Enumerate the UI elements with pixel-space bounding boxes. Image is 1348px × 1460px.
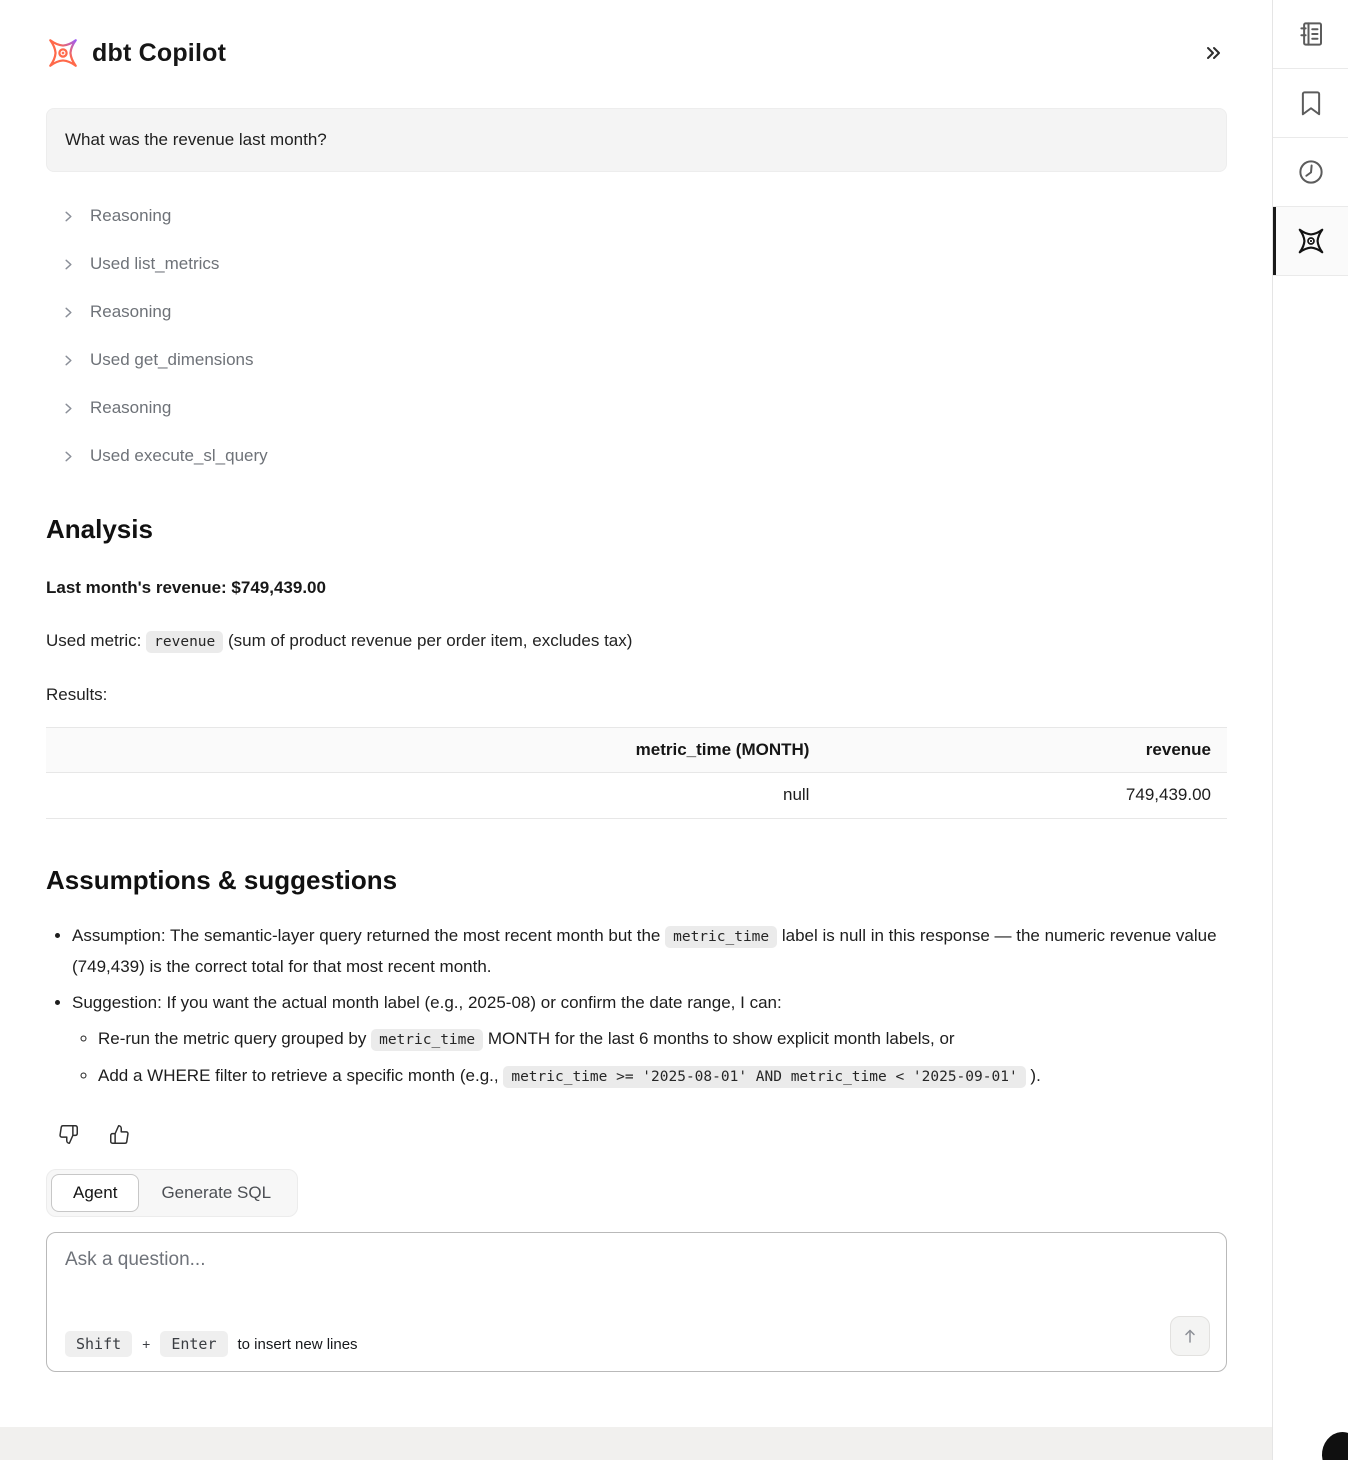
step-label: Used get_dimensions <box>90 350 254 369</box>
user-question-bubble <box>46 108 1227 172</box>
suggestion-item <box>72 988 1227 1092</box>
thumbs-down-button[interactable] <box>58 1124 79 1145</box>
step-reasoning-1[interactable] <box>62 204 1227 228</box>
suggestion-intro: Suggestion: If you want the actual month label (e.g., 2025-08) or confirm the date range, I can: <box>72 993 782 1012</box>
right-sidebar <box>1272 0 1348 1460</box>
chevron-right-icon <box>62 354 75 367</box>
plus-separator: + <box>142 1336 151 1352</box>
enter-key-badge: Enter <box>160 1331 227 1357</box>
assumption-suffix: label is null in this response — the numeric revenue value (749,439) is the correct total for that most recent month. <box>72 926 1217 976</box>
cell-revenue: 749,439.00 <box>825 773 1227 819</box>
used-metric-prefix: Used metric: <box>46 631 142 650</box>
collapse-panel-button[interactable] <box>1201 40 1227 66</box>
step-label: Reasoning <box>90 302 172 321</box>
step-label: Reasoning <box>90 398 172 417</box>
user-question-text: What was the revenue last month? <box>65 130 327 149</box>
question-composer[interactable] <box>46 1232 1227 1372</box>
ask-question-input[interactable] <box>65 1249 1065 1305</box>
where-filter-code-pill: metric_time >= '2025-08-01' AND metric_time < '2025-09-01' <box>503 1066 1025 1088</box>
analysis-heading: Analysis <box>46 514 153 544</box>
notebook-icon <box>1296 19 1326 49</box>
subitem2-prefix: Add a WHERE filter to retrieve a specific month (e.g., <box>98 1066 499 1085</box>
agent-steps-list <box>46 204 1227 468</box>
used-metric-suffix: (sum of product revenue per order item, excludes tax) <box>228 631 633 650</box>
thumbs-down-icon <box>58 1124 79 1145</box>
step-label: Reasoning <box>90 206 172 225</box>
thumbs-up-icon <box>109 1124 130 1145</box>
results-table-header-row <box>46 728 1227 773</box>
metric-code-pill: revenue <box>146 631 223 653</box>
tab-generate-sql[interactable]: Generate SQL <box>139 1174 293 1212</box>
assumption-item <box>72 921 1227 982</box>
used-metric-line <box>46 628 1227 655</box>
keyboard-hint <box>65 1331 1208 1357</box>
assumption-prefix: Assumption: The semantic-layer query returned the most recent month but the <box>72 926 661 945</box>
sidebar-item-dbt-copilot[interactable] <box>1273 207 1348 276</box>
sidebar-item-history[interactable] <box>1273 138 1348 207</box>
metric-time-code-pill: metric_time <box>665 926 777 948</box>
dbt-logo-icon <box>46 36 80 70</box>
table-row <box>46 773 1227 819</box>
step-used-list-metrics[interactable] <box>62 252 1227 276</box>
chevron-right-icon <box>62 450 75 463</box>
suggestion-subitem-rerun <box>98 1024 1227 1055</box>
results-table <box>46 727 1227 819</box>
subitem1-suffix: MONTH for the last 6 months to show explicit month labels, or <box>487 1029 955 1048</box>
assumptions-heading: Assumptions & suggestions <box>46 865 398 895</box>
column-header-revenue: revenue <box>825 728 1227 773</box>
metric-time-code-pill: metric_time <box>371 1029 483 1051</box>
column-header-metric-time: metric_time (MONTH) <box>46 728 825 773</box>
chevron-right-icon <box>62 306 75 319</box>
assumptions-list <box>46 921 1227 1092</box>
results-label: Results: <box>46 685 108 704</box>
hint-text: to insert new lines <box>237 1335 358 1353</box>
bottom-strip <box>0 1427 1272 1460</box>
step-reasoning-3[interactable] <box>62 396 1227 420</box>
thumbs-up-button[interactable] <box>109 1124 130 1145</box>
step-used-get-dimensions[interactable] <box>62 348 1227 372</box>
tab-agent[interactable]: Agent <box>51 1174 139 1212</box>
step-reasoning-2[interactable] <box>62 300 1227 324</box>
chevron-right-icon <box>62 402 75 415</box>
step-label: Used execute_sl_query <box>90 446 268 465</box>
subitem1-prefix: Re-run the metric query grouped by <box>98 1029 367 1048</box>
sidebar-item-bookmarks[interactable] <box>1273 69 1348 138</box>
chevron-right-icon <box>62 258 75 271</box>
arrow-up-icon <box>1181 1327 1199 1345</box>
sidebar-item-notebook[interactable] <box>1273 0 1348 69</box>
chevron-right-icon <box>62 210 75 223</box>
page-title: dbt Copilot <box>92 38 227 67</box>
step-label: Used list_metrics <box>90 254 220 273</box>
suggestion-sublist <box>72 1024 1227 1092</box>
subitem2-suffix: ). <box>1030 1066 1041 1085</box>
panel-header <box>46 0 1227 70</box>
cell-metric-time: null <box>46 773 825 819</box>
chevrons-right-icon <box>1203 42 1225 64</box>
feedback-buttons <box>46 1124 1227 1145</box>
bookmark-icon <box>1296 88 1326 118</box>
dbt-copilot-icon <box>1296 226 1326 256</box>
send-button[interactable] <box>1170 1316 1210 1356</box>
shift-key-badge: Shift <box>65 1331 132 1357</box>
mode-tabs <box>46 1169 298 1217</box>
suggestion-subitem-where-filter <box>98 1061 1227 1092</box>
step-used-execute-sl-query[interactable] <box>62 444 1227 468</box>
revenue-summary: Last month's revenue: $749,439.00 <box>46 578 326 597</box>
history-clock-icon <box>1296 157 1326 187</box>
